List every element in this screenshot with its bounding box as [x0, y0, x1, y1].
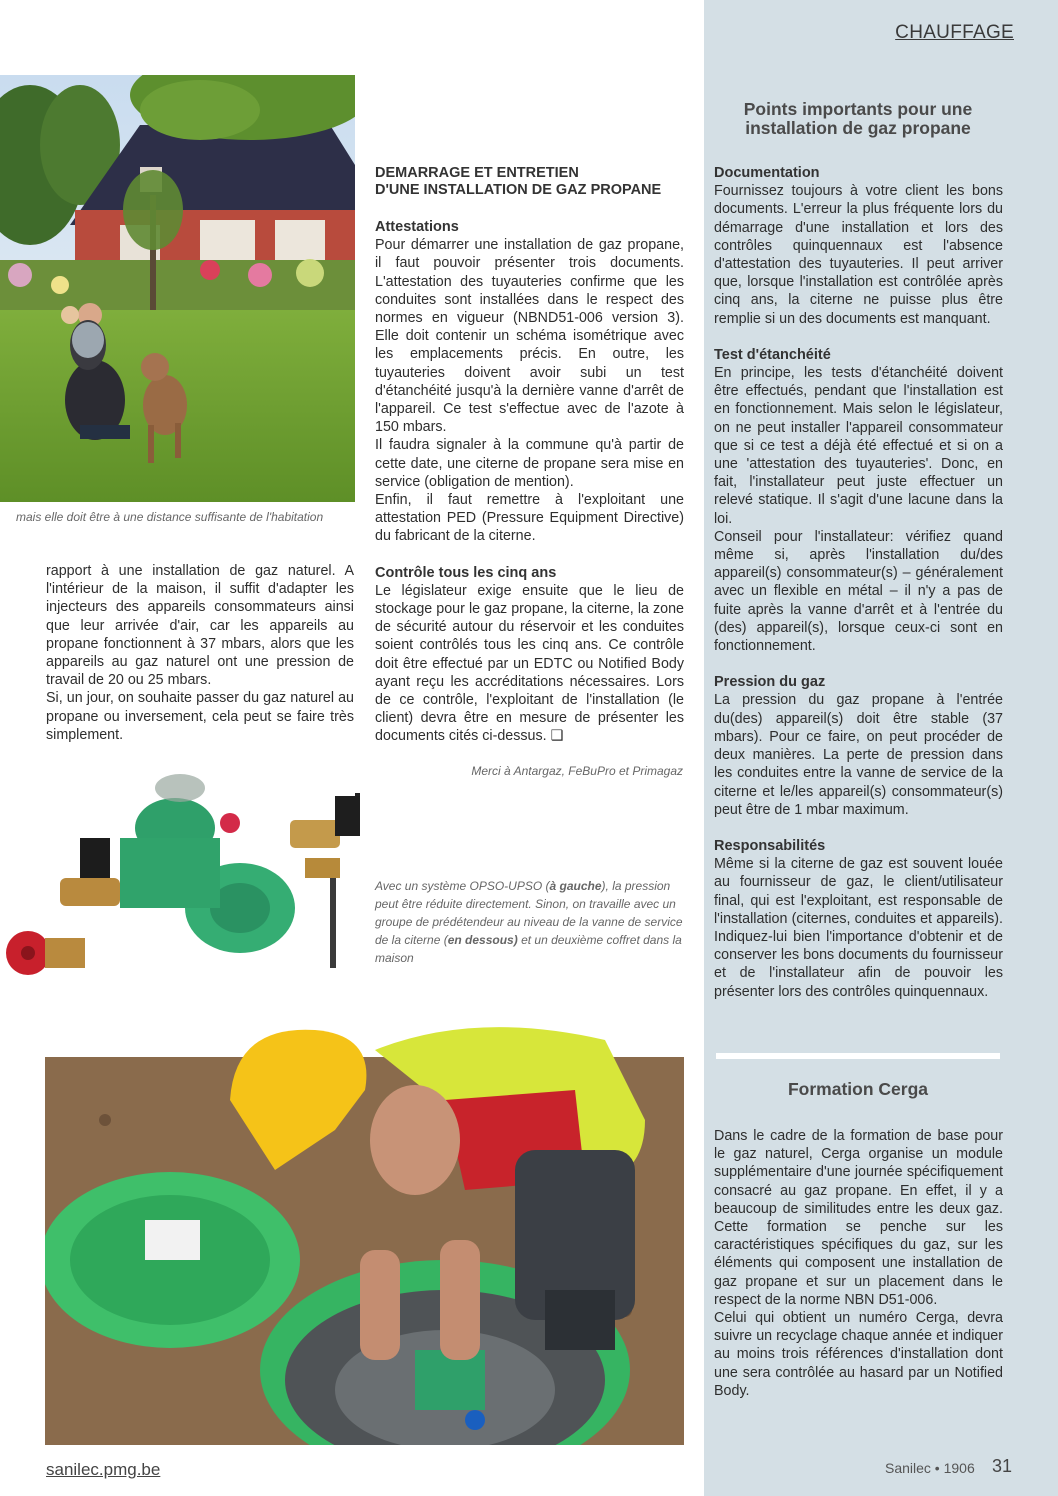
- article-heading-line1: DEMARRAGE ET ENTRETIEN: [375, 165, 579, 181]
- sidebar-title-line2: installation de gaz propane: [745, 118, 971, 138]
- sidebar-title: [716, 100, 1000, 138]
- worker-tank-photo: [45, 1010, 684, 1445]
- formation-content: [714, 1127, 1003, 1400]
- gas-regulator-photo: [0, 768, 360, 1000]
- sidebar-section-heading: Test d'étanchéité: [714, 346, 831, 363]
- attestations-paragraph: Il faudra signaler à la commune qu'à partir de cette date, une citerne de propane sera mise en service (obligation de mention).: [375, 437, 684, 490]
- page-number: 31: [992, 1456, 1013, 1476]
- formation-title: Formation Cerga: [787, 1079, 929, 1099]
- sidebar-section-heading: Pression du gaz: [714, 674, 826, 691]
- house-garden-photo: [0, 75, 355, 502]
- left-paragraph: rapport à une installation de gaz naturel. A l'intérieur de la maison, il suffit d'adapter les injecteurs des appareils consommateurs ainsi que leur arrivée d'air, car les appareils au propane fonctionnent à 37 mbars, alors que les appareils au gaz naturel ont une pression de travail de 20 ou 25 mbars.: [46, 563, 354, 689]
- sidebar-section-heading: Responsabilités: [714, 837, 826, 854]
- sidebar-paragraph: En principe, les tests d'étanchéité doivent être effectués, pendant que l'installation est en fonctionnement. Mais selon le législateur, on ne peut installer l'appareil consommateur que si ce test a déjà été effectué et si on a une 'attestation des tuyauteries'. Donc, en fait, l'installateur peut juste effectuer un relevé statique. Il s'agit d'une lacune dans la loi.: [714, 365, 1003, 527]
- end-mark: ❑: [550, 728, 564, 745]
- formation-paragraph: Celui qui obtient un numéro Cerga, devra suivre un recyclage chaque année et indiquer au moins trois références d'installation dont une sera contrôlée au hasard par un Notified Body.: [714, 1310, 1003, 1399]
- sidebar-section-heading: Documentation: [714, 165, 820, 181]
- house-photo-caption: mais elle doit être à une distance suffisante de l'habitation: [16, 510, 324, 524]
- attestations-heading: Attestations: [375, 219, 459, 235]
- regulator-photo-caption: Avec un système OPSO-UPSO (à gauche), la pression peut être réduite directement. Sinon, on travaille avec un groupe de prédétendeur au niveau de la vanne de service de la citerne (en dessous) et un deuxième coffret dans la maison: [375, 879, 683, 965]
- sidebar-paragraph: Conseil pour l'installateur: vérifiez quand même si, après l'installation du/des appareil(s) consommateur(s) – généralement avec un flexible en métal – il n'y a pas de fuite après la vanne d'arrêt et à l'entrée du (des) appareil(s), lorsque ceux-ci sont en fonctionnement.: [714, 528, 1003, 655]
- article-column: [375, 165, 684, 746]
- sidebar-title-line1: Points importants pour une: [743, 99, 973, 119]
- attestations-paragraph: Enfin, il faut remettre à l'exploitant une attestation PED (Pressure Equipment Directive) du fabricant de la citerne.: [375, 492, 684, 545]
- sidebar-divider: [716, 1053, 1000, 1059]
- section-label: CHAUFFAGE: [895, 22, 1014, 43]
- footer-website-link[interactable]: sanilec.pmg.be: [46, 1460, 161, 1479]
- footer-issue: Sanilec • 1906: [885, 1460, 975, 1476]
- left-column-text: [46, 562, 354, 744]
- left-paragraph: Si, un jour, on souhaite passer du gaz naturel au propane ou inversement, cela peut se faire très simplement.: [46, 690, 354, 743]
- controle-heading: Contrôle tous les cinq ans: [375, 564, 557, 581]
- sidebar-paragraph: La pression du gaz propane à l'entrée du(des) appareil(s) doit être stable (37 mbars). Pour ce faire, on peut procéder de deux manières. La perte de pression dans les conduites entre la vanne de service de la citerne et le/les appareil(s) consommateur(s) peut être de 1 mbar maximum.: [714, 692, 1003, 818]
- controle-paragraph: Le législateur exige ensuite que le lieu de stockage pour le gaz propane, la citerne, la zone de sécurité autour du réservoir et les conduites soient contrôlés tous les cinq ans. Ce contrôle doit être effectué par un EDTC ou Notified Body ayant reçu les accréditations nécessaires. Lors de ce contrôle, l'exploitant de l'installation (le client) devra être en mesure de présenter les documents cités ci-dessus. ❑: [375, 582, 684, 745]
- sidebar-content: [714, 164, 1003, 1001]
- attestations-paragraph: Pour démarrer une installation de gaz propane, il faut pouvoir présenter trois documents. L'attestation des tuyauteries confirme que les conduites sont installées dans le respect des normes en vigueur (NBND51-006 version 3). Elle doit contenir un schéma isométrique avec les emplacements précis. En outre, les tuyauteries doivent avoir subi un test d'étanchéité jusqu'à la dernière vanne d'arrêt de l'appareil. Ce test s'effectue avec de l'azote à 150 mbars.: [375, 237, 684, 436]
- sidebar-paragraph: Fournissez toujours à votre client les bons documents. L'erreur la plus fréquente lors du démarrage d'une installation et lors des contrôles quinquennaux est l'absence d'attestation des tuyauteries. Il peut arriver que, lorsque l'installation est contrôlée après cinq ans, la citerne ne puisse plus être remplie si un des documents est manquant.: [714, 183, 1003, 327]
- formation-paragraph: Dans le cadre de la formation de base pour le gaz naturel, Cerga organise un module supplémentaire d'une journée spécifiquement consacré au gaz propane. En effet, il y a beaucoup de similitudes entre les deux gaz. Cette formation se penche sur les caractéristiques spécifiques du gaz, sur les éléments qui composent une installation de gaz propane et sur un placement dans le respect de la norme NBN D51-006.: [714, 1128, 1003, 1308]
- article-heading-line2: D'UNE INSTALLATION DE GAZ PROPANE: [375, 182, 662, 198]
- article-credits: Merci à Antargaz, FeBuPro et Primagaz: [471, 764, 683, 778]
- sidebar-paragraph: Même si la citerne de gaz est souvent louée au fournisseur de gaz, le client/utilisateur final, qui est l'exploitant, est responsable de l'installation (citernes, conduites et appareils). Indiquez-lui bien l'importance d'obtenir et de conserver les bons documents du fournisseur et de l'installateur afin de pouvoir les présenter lors des contrôles quinquennaux.: [714, 856, 1003, 1000]
